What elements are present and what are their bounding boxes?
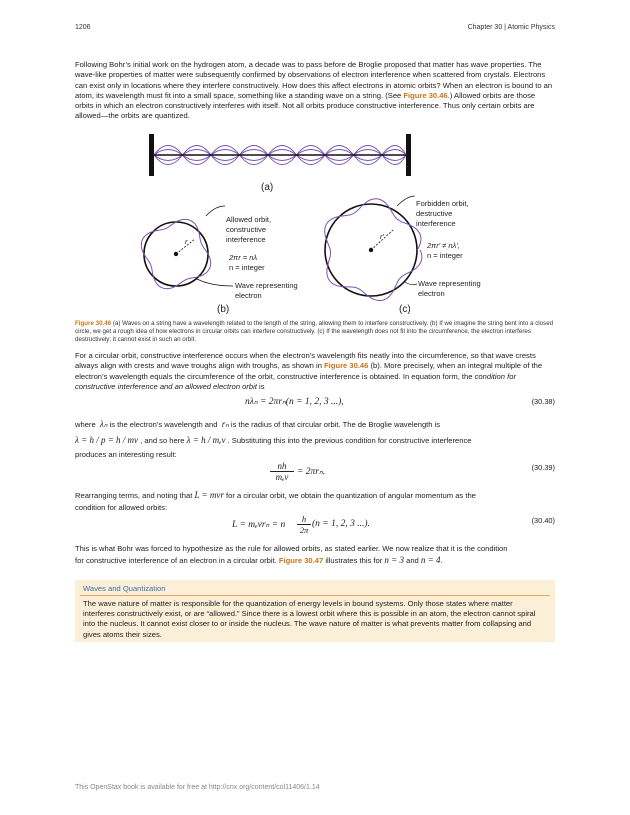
- fraction: [270, 461, 294, 482]
- numerator: nh: [270, 461, 294, 472]
- text-line: [75, 554, 555, 566]
- equation-number: (30.40): [531, 516, 555, 525]
- figure-link[interactable]: Figure 30.46: [403, 90, 448, 100]
- paragraph-text: , and so here: [138, 436, 187, 445]
- paragraph-text: . Substituting this into the previous condition for constructive interference: [225, 436, 472, 445]
- math-n-4: n = 4: [420, 555, 441, 565]
- leader-line: [397, 196, 415, 206]
- figure-link[interactable]: Figure 30.47: [278, 556, 324, 565]
- label-b: (b): [217, 304, 230, 315]
- equation-rhs: = 2πrₙ.: [297, 467, 326, 477]
- wall-right: [406, 134, 411, 176]
- page-number: 1206: [75, 24, 91, 31]
- denominator: 2π: [299, 525, 309, 535]
- equation-30-38: [75, 396, 555, 412]
- figure-caption: [75, 320, 555, 344]
- caption-label: Figure 30.46: [75, 320, 112, 327]
- paragraph-text: illustrates this for: [323, 556, 385, 565]
- allowed-equation: 2πr = nλ: [229, 253, 258, 262]
- paragraph-text: (b). More precisely, when an integral multiple of the electron’s wavelength equals the circumference of the orbit, constructive interference is obtained. In equation form, the: [75, 361, 543, 381]
- leader-line: [197, 279, 233, 286]
- wave-label: Wave representing electron: [235, 281, 298, 300]
- text-line: [75, 488, 555, 502]
- figure-graphic: [75, 126, 555, 316]
- forbidden-orbit-diagram: [325, 196, 481, 315]
- forbidden-label: Forbidden orbit, destructive interference: [416, 199, 469, 228]
- figure-30-46: [75, 126, 555, 316]
- equation-30-39: [75, 461, 555, 485]
- paragraph-text: is: [256, 381, 265, 391]
- integer-label: n = integer: [229, 263, 265, 272]
- paragraph-text: produces an interesting result:: [75, 450, 177, 459]
- equation-text: nλₙ = 2πrₙ(n = 1, 2, 3 ...),: [245, 397, 344, 407]
- paragraph-circular-orbit: [75, 351, 555, 392]
- equation-number: (30.38): [531, 397, 555, 406]
- paragraph-text: for a circular orbit, we obtain the quantization of angular momentum as the: [223, 491, 476, 500]
- paragraph-text: and: [403, 556, 421, 565]
- integer-label: n = integer: [427, 251, 463, 260]
- paragraph-text: is the radius of that circular orbit. The de Broglie wavelength is: [228, 420, 441, 429]
- paragraph-text: This is what Bohr was forced to hypothesize as the rule for allowed orbits, as stated earlier. We now realize that it is the condition: [75, 544, 508, 553]
- electron-wave: [325, 199, 422, 301]
- paragraph-text: for constructive interference of an electron in a circular orbit.: [75, 556, 279, 565]
- paragraph-text: Rearranging terms, and noting that: [75, 491, 195, 500]
- wave-label: Wave representing electron: [418, 279, 481, 298]
- footer: This OpenStax book is available for free at http://cnx.org/content/col11406/1.14: [75, 784, 320, 791]
- math-electron-wavelength: λ = h / mₑv: [186, 435, 226, 445]
- figure-link[interactable]: Figure 30.46: [324, 361, 369, 371]
- waves-quantization-box: [75, 580, 555, 642]
- text-line: [75, 416, 555, 432]
- math-r-n: rₙ: [221, 419, 229, 429]
- caption-text: (a) Waves on a string have a wavelength related to the length of the string, allowing them to interfere constructively. (b) If we imagine the string bent into a closed circle, we get a rough idea of how electrons in circular orbits can interfere constructively. (c) If the wavelength does not fit into the circumference, the electron interferes destructively; it cannot exist in such an orbit.: [75, 320, 554, 343]
- forbidden-equation: 2πr′ ≠ nλ′,: [427, 241, 460, 250]
- paragraph-text: Following Bohr’s initial work on the hydrogen atom, a decade was to pass before de Broglie proposed that matter has wave properties. The wave-like properties of matter were subsequently confirmed by observations of electron interference when scattered from crystals. Electrons can exist only in locations where they interfere constructively. How does this affect electrons in atomic orbits? When an electron is bound to an atom, its wavelength must fit into a small space, something like a standing wave on a string. (See: [75, 60, 553, 100]
- paragraph-text: .: [440, 556, 443, 565]
- radius-label: r: [185, 237, 188, 246]
- box-text: The wave nature of matter is responsible for the quantization of energy levels in bound systems. Only those states where matter interferes constructively exist, or are “allowed.” Since there is a lowest orbit where this is possible in an atom, the electron cannot spiral into the nucleus. It cannot exist closer to or inside the nucleus. The wave nature of matter is what prevents matter from collapsing and gives atoms their sizes.: [83, 599, 536, 639]
- equation-30-40: [75, 514, 555, 538]
- paragraph-text: is the electron’s wavelength and: [107, 420, 220, 429]
- paragraph-angular-momentum: [75, 488, 555, 514]
- paragraph-italic: condition for constructive interference and an allowed electron orbit: [75, 371, 516, 391]
- math-angular-momentum: L = mvr: [194, 490, 224, 500]
- label-c: (c): [399, 304, 411, 315]
- paragraph-text: where: [75, 420, 96, 429]
- equation-lhs: L = mₑvrₙ = n: [232, 520, 286, 530]
- math-n-3: n = 3: [384, 555, 404, 565]
- paragraph-text: .) Allowed orbits are those orbits in which an electron constructively interferes with itself. Not all orbits produce constructive interference. Thus only certain orbits are allowed—the orbits are quantized.: [75, 90, 536, 121]
- math-de-broglie: λ = h / p = h / mv: [75, 435, 139, 445]
- allowed-label: Allowed orbit, constructive interference: [226, 215, 272, 244]
- paragraph-de-broglie: [75, 416, 555, 462]
- denominator: mₑv: [275, 472, 289, 482]
- allowed-orbit-diagram: [141, 206, 297, 315]
- paragraph-text: For a circular orbit, constructive interference occurs when the electron’s wavelength fits neatly into the circumference, so that wave crests always align with crests and wave troughs align with troughs, as shown in: [75, 351, 536, 371]
- paragraph-bohr-rule: [75, 543, 555, 566]
- leader-line: [405, 282, 417, 285]
- label-a: (a): [261, 182, 274, 193]
- paragraph-text: condition for allowed orbits:: [75, 503, 168, 512]
- wall-left: [149, 134, 154, 176]
- leader-line: [206, 206, 225, 216]
- numerator: h: [297, 514, 311, 525]
- equation-number: (30.39): [531, 463, 555, 472]
- chapter-title: Chapter 30 | Atomic Physics: [467, 24, 555, 31]
- text-line: [75, 432, 555, 448]
- paragraph-intro: [75, 60, 555, 122]
- equation-rhs: (n = 1, 2, 3 ...).: [312, 519, 370, 529]
- box-title: Waves and Quantization: [83, 584, 166, 593]
- fraction: [297, 514, 311, 535]
- box-divider: [80, 595, 550, 596]
- radius-label: r′: [380, 232, 384, 241]
- math-lambda-n: λₙ: [99, 419, 108, 429]
